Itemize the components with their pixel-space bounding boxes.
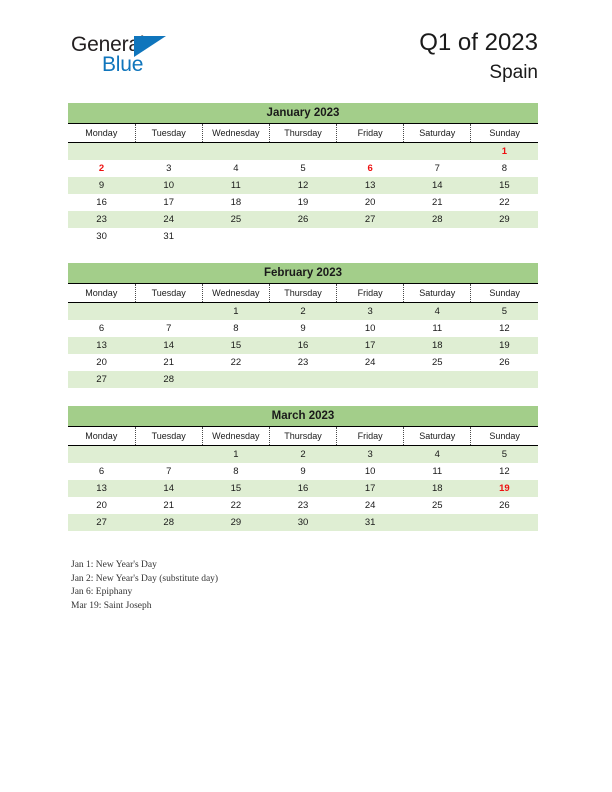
month-title: March 2023 [68,406,538,427]
day-cell[interactable]: 29 [202,514,269,531]
day-cell-holiday[interactable]: 1 [471,143,538,161]
week-row [68,194,538,211]
day-cell[interactable]: 12 [471,463,538,480]
day-cell[interactable]: 30 [68,228,135,245]
day-cell[interactable]: 4 [202,160,269,177]
day-cell[interactable]: 26 [269,211,336,228]
day-cell[interactable]: 28 [404,211,471,228]
day-cell-empty [68,446,135,464]
day-cell[interactable]: 21 [135,497,202,514]
day-cell[interactable]: 5 [269,160,336,177]
day-cell[interactable]: 23 [269,497,336,514]
day-cell[interactable]: 19 [269,194,336,211]
weekday-header-wednesday: Wednesday [202,427,269,446]
day-cell[interactable]: 6 [68,463,135,480]
month-grid [68,427,538,531]
weekday-header-saturday: Saturday [404,284,471,303]
logo-text-general: General [71,33,145,56]
day-cell[interactable]: 20 [68,497,135,514]
day-cell[interactable]: 3 [135,160,202,177]
weekday-header-monday: Monday [68,124,135,143]
day-cell[interactable]: 23 [269,354,336,371]
week-row [68,303,538,321]
day-cell[interactable]: 21 [135,354,202,371]
month-block [68,406,538,531]
weekday-header-row [68,427,538,446]
weekday-header-friday: Friday [337,124,404,143]
day-cell-empty [471,371,538,388]
week-row [68,480,538,497]
day-cell[interactable]: 28 [135,514,202,531]
day-cell-holiday[interactable]: 19 [471,480,538,497]
day-cell[interactable]: 15 [471,177,538,194]
day-cell-holiday[interactable]: 6 [337,160,404,177]
weekday-header-monday: Monday [68,284,135,303]
day-cell[interactable]: 18 [404,480,471,497]
day-cell-empty [404,143,471,161]
week-row [68,497,538,514]
day-cell[interactable]: 22 [202,354,269,371]
day-cell[interactable]: 21 [404,194,471,211]
day-cell[interactable]: 15 [202,337,269,354]
day-cell[interactable]: 5 [471,303,538,321]
day-cell[interactable]: 19 [471,337,538,354]
day-cell[interactable]: 13 [68,337,135,354]
day-cell[interactable]: 14 [404,177,471,194]
month-title: January 2023 [68,103,538,124]
day-cell[interactable]: 17 [337,337,404,354]
day-cell[interactable]: 12 [269,177,336,194]
weekday-header-wednesday: Wednesday [202,284,269,303]
day-cell-empty [135,143,202,161]
day-cell-empty [471,514,538,531]
weekday-header-tuesday: Tuesday [135,124,202,143]
day-cell[interactable]: 24 [135,211,202,228]
day-cell-empty [68,143,135,161]
day-cell[interactable]: 4 [404,446,471,464]
day-cell[interactable]: 22 [471,194,538,211]
day-cell[interactable]: 2 [269,446,336,464]
day-cell[interactable]: 29 [471,211,538,228]
day-cell[interactable]: 25 [404,354,471,371]
day-cell[interactable]: 3 [337,446,404,464]
day-cell[interactable]: 24 [337,354,404,371]
day-cell[interactable]: 18 [202,194,269,211]
weekday-header-wednesday: Wednesday [202,124,269,143]
weekday-header-saturday: Saturday [404,124,471,143]
month-block [68,103,538,245]
day-cell[interactable]: 14 [135,480,202,497]
day-cell[interactable]: 16 [269,337,336,354]
weekday-header-friday: Friday [337,284,404,303]
day-cell-holiday[interactable]: 2 [68,160,135,177]
day-cell-empty [68,303,135,321]
page-subtitle: Spain [489,62,538,83]
day-cell-empty [404,228,471,245]
day-cell[interactable]: 31 [337,514,404,531]
weekday-header-row [68,124,538,143]
day-cell[interactable]: 12 [471,320,538,337]
month-grid [68,124,538,245]
week-row [68,354,538,371]
day-cell[interactable]: 16 [68,194,135,211]
day-cell[interactable]: 11 [404,463,471,480]
day-cell[interactable]: 3 [337,303,404,321]
page-title: Q1 of 2023 [419,29,538,56]
page-header [0,0,612,100]
day-cell[interactable]: 7 [135,320,202,337]
day-cell[interactable]: 8 [202,320,269,337]
day-cell[interactable]: 31 [135,228,202,245]
day-cell-empty [202,371,269,388]
weekday-header-saturday: Saturday [404,427,471,446]
month-title: February 2023 [68,263,538,284]
weekday-header-tuesday: Tuesday [135,427,202,446]
day-cell[interactable]: 2 [269,303,336,321]
week-row [68,514,538,531]
week-row [68,463,538,480]
day-cell[interactable]: 9 [269,320,336,337]
weekday-header-tuesday: Tuesday [135,284,202,303]
holiday-legend-item: Jan 1: New Year's Day [71,560,157,570]
day-cell[interactable]: 7 [135,463,202,480]
day-cell[interactable]: 27 [337,211,404,228]
day-cell[interactable]: 30 [269,514,336,531]
day-cell[interactable]: 10 [337,463,404,480]
day-cell-empty [404,371,471,388]
general-blue-logo [71,33,271,89]
week-row [68,320,538,337]
day-cell[interactable]: 26 [471,497,538,514]
day-cell[interactable]: 24 [337,497,404,514]
weekday-header-row [68,284,538,303]
day-cell[interactable]: 9 [269,463,336,480]
week-row [68,446,538,464]
day-cell[interactable]: 10 [337,320,404,337]
week-row [68,337,538,354]
day-cell[interactable]: 11 [404,320,471,337]
weekday-header-monday: Monday [68,427,135,446]
day-cell[interactable]: 25 [202,211,269,228]
weekday-header-thursday: Thursday [269,427,336,446]
weekday-header-friday: Friday [337,427,404,446]
day-cell[interactable]: 4 [404,303,471,321]
day-cell-empty [269,228,336,245]
weekday-header-sunday: Sunday [471,124,538,143]
day-cell[interactable]: 6 [68,320,135,337]
day-cell-empty [337,371,404,388]
day-cell-empty [471,228,538,245]
day-cell[interactable]: 17 [135,194,202,211]
day-cell-empty [404,514,471,531]
day-cell[interactable]: 16 [269,480,336,497]
week-row [68,371,538,388]
week-row [68,143,538,161]
day-cell-empty [202,228,269,245]
weekday-header-sunday: Sunday [471,427,538,446]
day-cell[interactable]: 26 [471,354,538,371]
holiday-legend-item: Jan 2: New Year's Day (substitute day) [71,573,219,584]
day-cell-empty [269,371,336,388]
day-cell[interactable]: 28 [135,371,202,388]
day-cell[interactable]: 10 [135,177,202,194]
day-cell[interactable]: 20 [68,354,135,371]
day-cell[interactable]: 27 [68,371,135,388]
weekday-header-sunday: Sunday [471,284,538,303]
logo-text-blue: Blue [102,53,144,76]
day-cell-empty [202,143,269,161]
weekday-header-thursday: Thursday [269,124,336,143]
day-cell[interactable]: 27 [68,514,135,531]
day-cell[interactable]: 23 [68,211,135,228]
weekday-header-thursday: Thursday [269,284,336,303]
day-cell-empty [135,446,202,464]
day-cell-empty [269,143,336,161]
day-cell[interactable]: 13 [68,480,135,497]
day-cell[interactable]: 17 [337,480,404,497]
day-cell[interactable]: 9 [68,177,135,194]
week-row [68,211,538,228]
week-row [68,228,538,245]
month-block [68,263,538,388]
day-cell[interactable]: 13 [337,177,404,194]
holiday-legend-item: Jan 6: Epiphany [71,587,133,597]
holiday-legend [71,559,471,613]
month-list [68,103,538,549]
day-cell[interactable]: 1 [202,303,269,321]
day-cell[interactable]: 11 [202,177,269,194]
day-cell[interactable]: 22 [202,497,269,514]
day-cell[interactable]: 15 [202,480,269,497]
day-cell[interactable]: 18 [404,337,471,354]
title-block [419,28,538,86]
day-cell[interactable]: 5 [471,446,538,464]
day-cell[interactable]: 8 [202,463,269,480]
day-cell[interactable]: 1 [202,446,269,464]
holiday-legend-item: Mar 19: Saint Joseph [71,600,152,611]
day-cell-empty [337,228,404,245]
day-cell[interactable]: 14 [135,337,202,354]
day-cell[interactable]: 20 [337,194,404,211]
day-cell[interactable]: 8 [471,160,538,177]
day-cell-empty [337,143,404,161]
day-cell[interactable]: 7 [404,160,471,177]
week-row [68,160,538,177]
day-cell[interactable]: 25 [404,497,471,514]
month-grid [68,284,538,388]
week-row [68,177,538,194]
day-cell-empty [135,303,202,321]
